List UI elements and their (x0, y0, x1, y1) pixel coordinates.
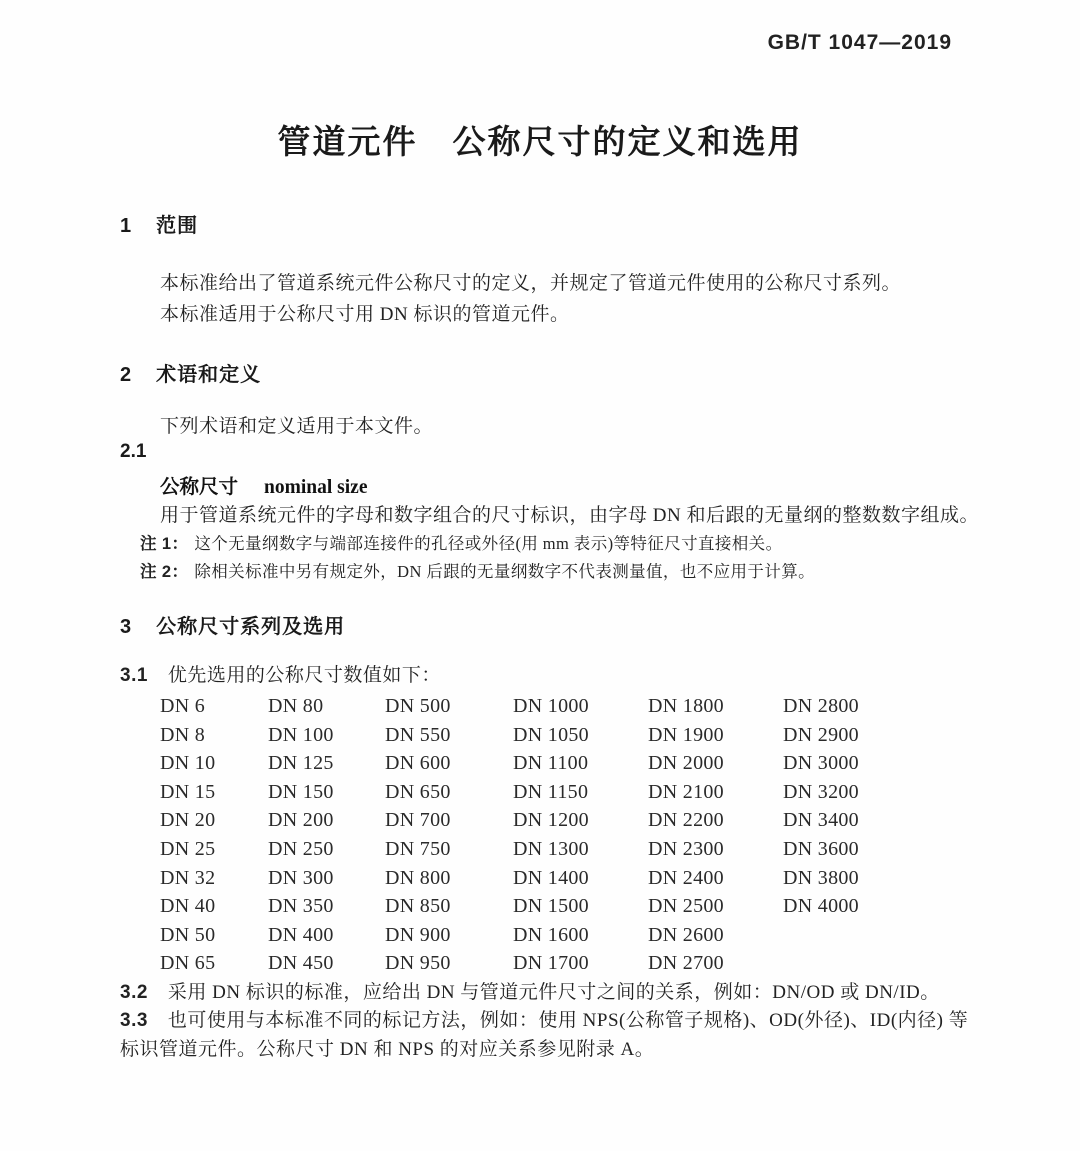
note-1 (140, 530, 782, 554)
section-terms-heading (120, 358, 261, 387)
dn-value: DN 600 (385, 752, 451, 775)
term-name-en: nominal size (264, 477, 368, 498)
dn-value: DN 4000 (783, 895, 859, 918)
dn-value: DN 1500 (513, 895, 589, 918)
dn-value: DN 2200 (648, 809, 724, 832)
clause-3-1 (120, 662, 441, 691)
dn-value: DN 250 (268, 837, 334, 860)
section-scope-heading (120, 209, 198, 238)
dn-value: DN 750 (385, 837, 451, 860)
dn-value: DN 450 (268, 952, 334, 975)
dn-value: DN 3200 (783, 780, 859, 803)
dn-value: DN 2600 (648, 923, 724, 946)
dn-value: DN 3400 (783, 809, 859, 832)
dn-value: DN 20 (160, 809, 216, 832)
term-name-zh: 公称尺寸 (160, 476, 239, 498)
dn-value: DN 2400 (648, 866, 724, 889)
clause-3-3-text: 也可使用与本标准不同的标记方法，例如：使用 NPS(公称管子规格)、OD(外径)、ID(内径) 等标识管道元件。公称尺寸 DN 和 NPS 的对应关系参见附录 A。 (120, 1010, 969, 1060)
dn-value: DN 700 (385, 809, 451, 832)
section-series-title: 公称尺寸系列及选用 (156, 616, 346, 638)
dn-value: DN 1150 (513, 780, 589, 803)
dn-value: DN 3000 (783, 752, 859, 775)
dn-value: DN 125 (268, 752, 334, 775)
dn-value: DN 1300 (513, 837, 589, 860)
dn-value: DN 1700 (513, 952, 589, 975)
dn-value: DN 550 (385, 723, 451, 746)
dn-value: DN 2100 (648, 780, 724, 803)
clause-3-1-text: 优先选用的公称尺寸数值如下： (167, 665, 441, 686)
dn-value: DN 65 (160, 952, 216, 975)
clause-3-3-number: 3.3 (120, 1010, 148, 1031)
note-2-label: 注 2： (140, 563, 189, 581)
dn-value: DN 10 (160, 752, 216, 775)
clause-3-3 (120, 1007, 976, 1064)
term-definition-text: 用于管道系统元件的字母和数字组合的尺寸标识，由字母 DN 和后跟的无量纲的整数数字组成。 (160, 505, 979, 526)
note-1-label: 注 1： (140, 535, 189, 553)
dn-value: DN 1100 (513, 752, 589, 775)
dn-value: DN 6 (160, 695, 206, 717)
clause-3-2 (120, 979, 940, 1008)
dn-value: DN 15 (160, 780, 216, 803)
term-entry-number: 2.1 (120, 441, 147, 462)
dn-value: DN 800 (385, 866, 451, 889)
dn-value: DN 32 (160, 866, 216, 889)
dn-value: DN 3800 (783, 866, 859, 889)
dn-value: DN 1900 (648, 723, 724, 746)
dn-value: DN 200 (268, 809, 334, 832)
terms-intro: 下列术语和定义适用于本文件。 (160, 416, 434, 437)
dn-value (783, 921, 959, 950)
dn-value: DN 2900 (783, 723, 859, 746)
note-1-text: 这个无量纲数字与端部连接件的孔径或外径(用 mm 表示)等特征尺寸直接相关。 (194, 534, 783, 553)
dn-value: DN 1000 (513, 695, 589, 717)
dn-value: DN 50 (160, 923, 216, 946)
clause-3-2-number: 3.2 (120, 982, 148, 1003)
section-scope-title: 范围 (156, 215, 199, 237)
dn-value: DN 1800 (648, 695, 724, 717)
dn-value: DN 25 (160, 837, 216, 860)
note-2 (140, 558, 815, 582)
clause-3-1-number: 3.1 (120, 665, 148, 686)
dn-value: DN 1600 (513, 923, 589, 946)
dn-value: DN 100 (268, 723, 334, 746)
dn-value: DN 350 (268, 895, 334, 918)
dn-value: DN 900 (385, 923, 451, 946)
standard-number: GB/T 1047—2019 (767, 31, 952, 54)
dn-value: DN 300 (268, 866, 334, 889)
section-series-number: 3 (120, 616, 133, 638)
section-terms-number: 2 (120, 364, 133, 386)
scope-paragraph-2: 本标准适用于公称尺寸用 DN 标识的管道元件。 (160, 304, 570, 325)
dn-value: DN 500 (385, 695, 451, 717)
dn-value: DN 8 (160, 723, 206, 746)
dn-value: DN 40 (160, 895, 216, 918)
dn-value: DN 1050 (513, 723, 589, 746)
term-definition-heading (160, 471, 367, 499)
dn-value: DN 950 (385, 952, 451, 975)
dn-value: DN 3600 (783, 837, 859, 860)
dn-value: DN 650 (385, 780, 451, 803)
dn-value: DN 2300 (648, 837, 724, 860)
dn-value: DN 150 (268, 780, 334, 803)
dn-value: DN 2700 (648, 952, 724, 975)
dn-value: DN 2800 (783, 695, 859, 717)
section-scope-number: 1 (120, 215, 133, 237)
dn-value: DN 80 (268, 695, 324, 717)
dn-value: DN 2000 (648, 752, 724, 775)
scope-paragraph-1: 本标准给出了管道系统元件公称尺寸的定义，并规定了管道元件使用的公称尺寸系列。 (160, 273, 902, 294)
dn-value: DN 1200 (513, 809, 589, 832)
clause-3-2-text: 采用 DN 标识的标准，应给出 DN 与管道元件尺寸之间的关系，例如：DN/OD 或 DN/ID。 (167, 982, 940, 1003)
dn-grid (160, 692, 959, 978)
dn-value (783, 949, 959, 978)
dn-value: DN 1400 (513, 866, 589, 889)
section-terms-title: 术语和定义 (156, 364, 262, 386)
dn-value: DN 400 (268, 923, 334, 946)
dn-value: DN 850 (385, 895, 451, 918)
document-title: 管道元件 公称尺寸的定义和选用 (277, 123, 803, 160)
dn-value: DN 2500 (648, 895, 724, 918)
section-series-heading (120, 610, 345, 639)
note-2-text: 除相关标准中另有规定外，DN 后跟的无量纲数字不代表测量值，也不应用于计算。 (194, 562, 816, 581)
